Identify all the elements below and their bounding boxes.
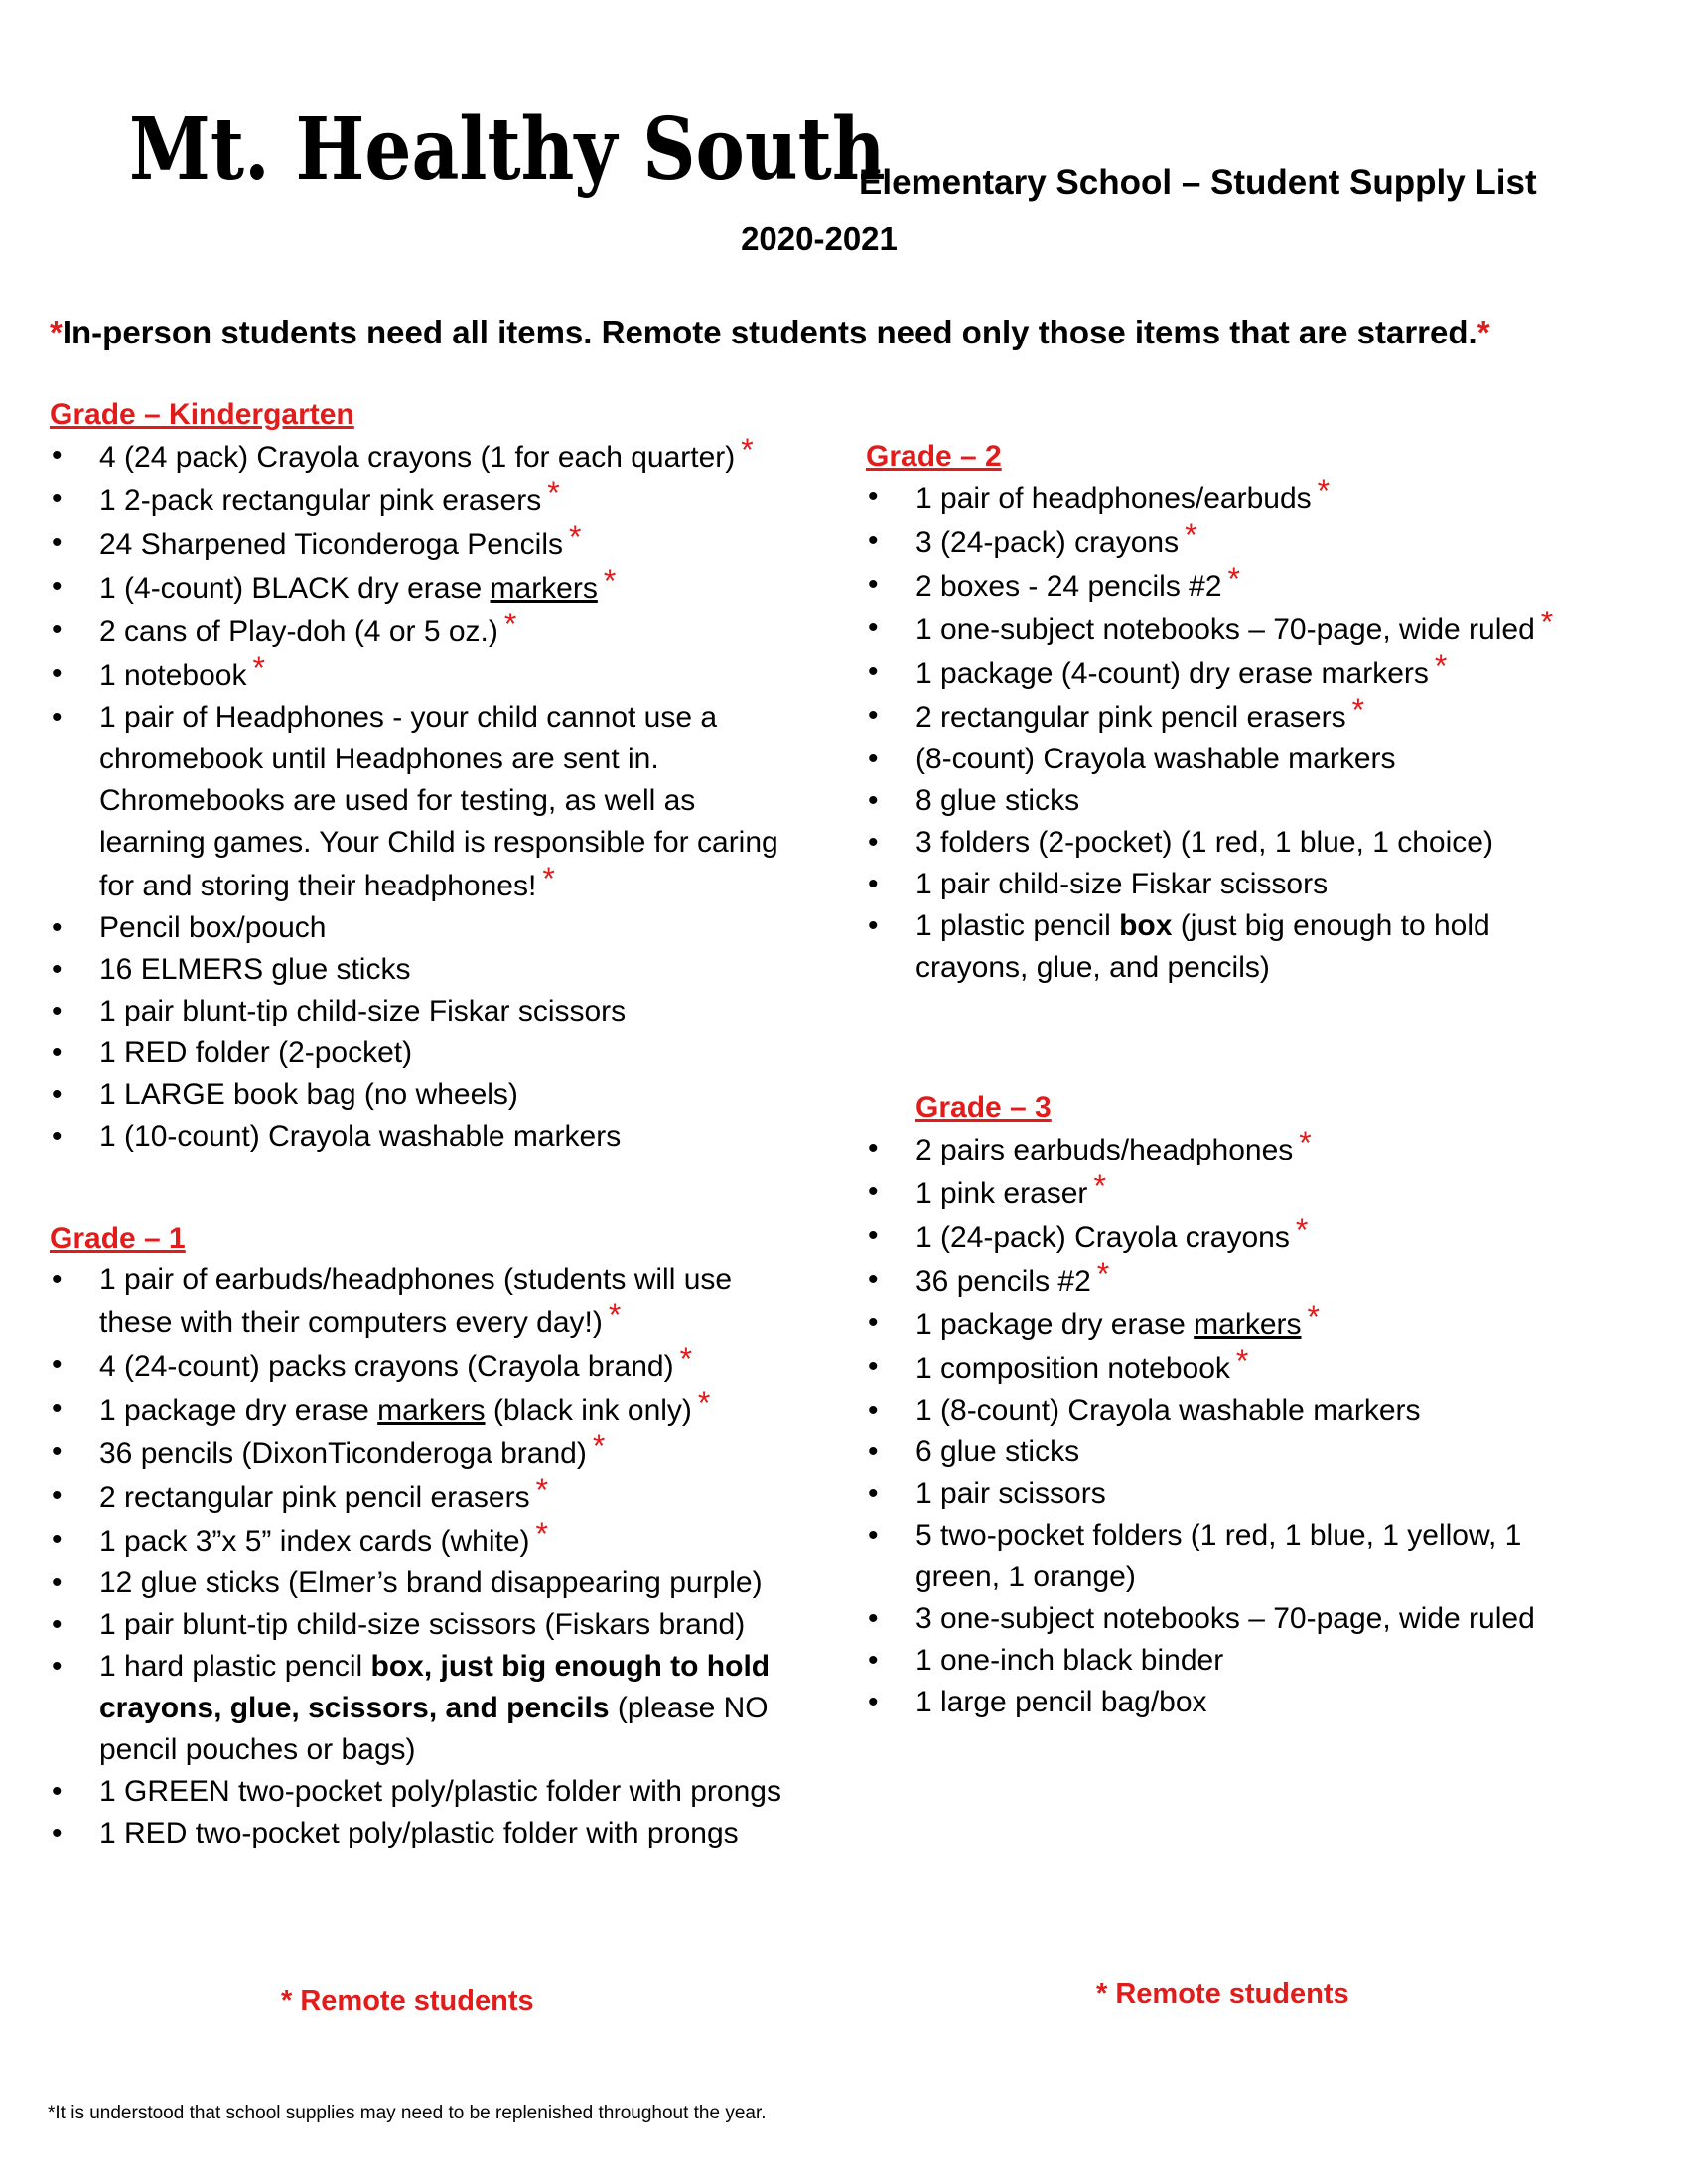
list-item: • 1 LARGE book bag (no wheels) — [50, 1074, 784, 1116]
list-item: • 1 pink eraser * — [866, 1171, 1601, 1215]
star-marker: * — [603, 563, 617, 599]
kindergarten-list — [50, 432, 784, 1158]
star-marker: * — [679, 1341, 693, 1377]
star-marker: * — [1096, 1256, 1110, 1292]
list-item: • 1 one-subject notebooks – 70-page, wide ruled * — [866, 608, 1601, 651]
list-item: • 1 package (4-count) dry erase markers * — [866, 651, 1601, 695]
star-marker: * — [1434, 648, 1448, 684]
notice — [50, 314, 1490, 351]
grade-3-heading: Grade – 3 — [915, 1091, 1052, 1124]
star-marker: * — [1295, 1212, 1309, 1248]
star-marker: * — [535, 1516, 548, 1552]
grade-2-heading: Grade – 2 — [866, 440, 1002, 473]
list-item: • (8-count) Crayola washable markers — [866, 739, 1601, 780]
star-marker: * — [592, 1429, 606, 1464]
grade-2-list — [866, 474, 1601, 989]
list-item: • 36 pencils #2 * — [866, 1259, 1601, 1302]
list-item: • 1 package dry erase markers (black ink only) * — [50, 1388, 784, 1432]
list-item: • 1 hard plastic pencil box, just big enough to hold crayons, glue, scissors, and pencils (please NO pencil pouches or bags) — [50, 1646, 784, 1771]
list-item: • 2 pairs earbuds/headphones * — [866, 1128, 1601, 1171]
list-item: • 1 one-inch black binder — [866, 1640, 1601, 1682]
list-item: • 1 pair of headphones/earbuds * — [866, 477, 1601, 520]
list-item: • 1 package dry erase markers * — [866, 1302, 1601, 1346]
notice-star-close: * — [1477, 314, 1490, 350]
list-item: • 16 ELMERS glue sticks — [50, 949, 784, 991]
list-item: • 2 cans of Play-doh (4 or 5 oz.) * — [50, 610, 784, 653]
list-item: • 1 pair blunt-tip child-size Fiskar scissors — [50, 991, 784, 1032]
list-item: • 2 rectangular pink pencil erasers * — [866, 695, 1601, 739]
list-item: • 2 rectangular pink pencil erasers * — [50, 1475, 784, 1519]
school-year: 2020-2021 — [741, 220, 898, 257]
list-item: • 4 (24-count) packs crayons (Crayola brand) * — [50, 1344, 784, 1388]
list-item: • 1 RED two-pocket poly/plastic folder with prongs — [50, 1813, 784, 1854]
list-item: • 1 large pencil bag/box — [866, 1682, 1601, 1723]
grade-1-heading: Grade – 1 — [50, 1222, 186, 1255]
list-item: • 36 pencils (DixonTiconderoga brand) * — [50, 1432, 784, 1475]
list-item: • 3 one-subject notebooks – 70-page, wide ruled — [866, 1598, 1601, 1640]
list-item: • 1 composition notebook * — [866, 1346, 1601, 1390]
list-item: • 12 glue sticks (Elmer’s brand disappearing purple) — [50, 1563, 784, 1604]
list-item: • 1 pair blunt-tip child-size scissors (Fiskars brand) — [50, 1604, 784, 1646]
star-marker: * — [1235, 1343, 1249, 1379]
grade-1-list — [50, 1259, 784, 1854]
list-item: • 5 two-pocket folders (1 red, 1 blue, 1 yellow, 1 green, 1 orange) — [866, 1515, 1601, 1598]
list-item: • 1 (10-count) Crayola washable markers — [50, 1116, 784, 1158]
list-item: • 4 (24 pack) Crayola crayons (1 for each quarter) * — [50, 435, 784, 478]
remote-students-note-right: * Remote students — [1096, 1979, 1349, 2010]
list-item: • 1 pair of earbuds/headphones (students will use these with their computers every day!) * — [50, 1259, 784, 1344]
star-marker: * — [1227, 561, 1240, 597]
list-item: • 1 pair of Headphones - your child cannot use a chromebook until Headphones are sent in. Chromebooks are used for testing, as well as learning games. Your Child is responsible for caring for and storing their headphones! * — [50, 697, 784, 907]
list-item: • 24 Sharpened Ticonderoga Pencils * — [50, 522, 784, 566]
list-item: • 3 folders (2-pocket) (1 red, 1 blue, 1 choice) — [866, 822, 1601, 864]
list-item: • 2 boxes - 24 pencils #2 * — [866, 564, 1601, 608]
list-item: • 1 plastic pencil box (just big enough to hold crayons, glue, and pencils) — [866, 905, 1601, 989]
star-marker: * — [608, 1297, 622, 1333]
list-item: • 6 glue sticks — [866, 1432, 1601, 1473]
star-marker: * — [1185, 517, 1197, 553]
star-marker: * — [1093, 1168, 1106, 1204]
star-marker: * — [1299, 1125, 1312, 1160]
list-item: • Pencil box/pouch — [50, 907, 784, 949]
kindergarten-section — [50, 395, 784, 1158]
list-item: • 1 (4-count) BLACK dry erase markers * — [50, 566, 784, 610]
grade-1-section — [50, 1219, 784, 1854]
grade-2-section — [866, 437, 1601, 989]
star-marker: * — [503, 607, 517, 642]
school-subtitle: Elementary School – Student Supply List — [859, 163, 1537, 202]
star-marker: * — [569, 519, 582, 555]
notice-text: In-person students need all items. Remote students need only those items that are starred. — [62, 314, 1477, 350]
star-marker: * — [542, 861, 555, 896]
school-name: Mt. Healthy South — [129, 99, 886, 200]
footnote: *It is understood that school supplies may need to be replenished throughout the year. — [48, 2103, 767, 2123]
star-marker: * — [741, 432, 754, 468]
star-marker: * — [1351, 692, 1365, 728]
list-item: • 8 glue sticks — [866, 780, 1601, 822]
list-item: • 1 GREEN two-pocket poly/plastic folder with prongs — [50, 1771, 784, 1813]
list-item: • 1 2-pack rectangular pink erasers * — [50, 478, 784, 522]
star-marker: * — [697, 1385, 711, 1421]
star-marker: * — [1540, 605, 1554, 640]
star-marker: * — [1317, 474, 1331, 509]
remote-students-note-left: * Remote students — [281, 1985, 534, 2017]
grade-kindergarten-heading: Grade – Kindergarten — [50, 398, 354, 431]
star-marker: * — [535, 1472, 549, 1508]
list-item: • 1 notebook * — [50, 653, 784, 697]
list-item: • 1 RED folder (2-pocket) — [50, 1032, 784, 1074]
list-item: • 1 pack 3”x 5” index cards (white) * — [50, 1519, 784, 1563]
title-row — [129, 99, 1537, 202]
list-item: • 1 pair scissors — [866, 1473, 1601, 1515]
notice-star-open: * — [50, 314, 63, 350]
star-marker: * — [252, 650, 265, 686]
grade-3-section — [866, 1088, 1601, 1723]
list-item: • 1 (8-count) Crayola washable markers — [866, 1390, 1601, 1432]
list-item: • 3 (24-pack) crayons * — [866, 520, 1601, 564]
list-item: • 1 (24-pack) Crayola crayons * — [866, 1215, 1601, 1259]
list-item: • 1 pair child-size Fiskar scissors — [866, 864, 1601, 905]
grade-3-list — [866, 1125, 1601, 1723]
star-marker: * — [1307, 1299, 1320, 1335]
star-marker: * — [547, 476, 560, 511]
